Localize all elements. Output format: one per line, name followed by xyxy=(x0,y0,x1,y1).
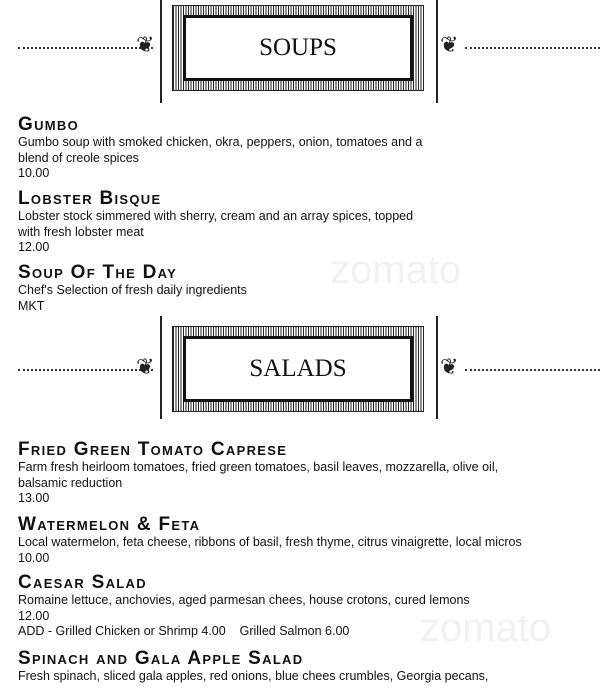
item-price: 12.00 xyxy=(18,240,50,254)
salads-banner xyxy=(0,316,600,426)
ornament-post xyxy=(436,316,438,419)
item-price: 13.00 xyxy=(18,491,50,505)
item-name: Spinach and Gala Apple Salad xyxy=(18,648,304,669)
ornament-post xyxy=(160,0,162,103)
item-description: Lobster stock simmered with sherry, cream and an array spices, topped xyxy=(18,209,414,223)
menu-item xyxy=(18,440,588,507)
item-description: Chef's Selection of fresh daily ingredients xyxy=(18,283,247,297)
item-description: Farm fresh heirloom tomatoes, fried green tomatoes, basil leaves, mozzarella, olive oil, xyxy=(18,460,499,474)
item-price: 10.00 xyxy=(18,550,50,565)
menu-item xyxy=(18,573,588,640)
item-price: 10.00 xyxy=(18,166,50,180)
item-description: blend of creole spices xyxy=(18,150,139,165)
section-heading: SALADS xyxy=(183,336,413,402)
scroll-ornament-icon: ❦ xyxy=(440,354,459,379)
scroll-ornament-icon: ❦ xyxy=(440,32,459,57)
item-price: 12.00 xyxy=(18,608,50,623)
item-description: Romaine lettuce, anchovies, aged parmesan chees, house crotons, cured lemons xyxy=(18,593,470,607)
soups-banner xyxy=(0,0,600,110)
menu-item xyxy=(18,515,588,566)
flourish-left xyxy=(18,47,153,49)
flourish-left xyxy=(18,369,153,371)
item-addons: ADD - Grilled Chicken or Shrimp 4.00 Grilled Salmon 6.00 xyxy=(18,624,350,638)
section-heading: SOUPS xyxy=(183,15,413,81)
item-description: Fresh spinach, sliced gala apples, red onions, blue chees crumbles, Georgia pecans, xyxy=(18,669,489,683)
flourish-right xyxy=(465,47,600,49)
item-name: Soup Of The Day xyxy=(18,262,178,283)
item-name: Watermelon & Feta xyxy=(18,514,201,535)
item-name: Lobster Bisque xyxy=(18,188,162,209)
menu-item xyxy=(18,649,588,685)
ornament-post xyxy=(436,0,438,103)
item-description: balsamic reduction xyxy=(18,475,123,490)
flourish-right xyxy=(465,369,600,371)
item-description: with fresh lobster meat xyxy=(18,224,144,239)
item-name: Fried Green Tomato Caprese xyxy=(18,439,288,460)
scroll-ornament-icon: ❦ xyxy=(136,354,155,379)
heading-frame xyxy=(172,326,424,412)
watermark: zomato xyxy=(420,606,552,650)
scroll-ornament-icon: ❦ xyxy=(136,32,155,57)
item-description: Gumbo soup with smoked chicken, okra, peppers, onion, tomatoes and a xyxy=(18,135,423,149)
menu-item xyxy=(18,263,588,314)
item-name: Gumbo xyxy=(18,114,79,135)
menu-item xyxy=(18,189,588,256)
heading-frame xyxy=(172,5,424,91)
item-price: MKT xyxy=(18,298,45,313)
watermark: zomato xyxy=(330,248,462,292)
item-name: Caesar Salad xyxy=(18,572,147,593)
menu-item xyxy=(18,115,588,182)
ornament-post xyxy=(160,316,162,419)
item-description: Local watermelon, feta cheese, ribbons of basil, fresh thyme, citrus vinaigrette, local micros xyxy=(18,535,522,549)
